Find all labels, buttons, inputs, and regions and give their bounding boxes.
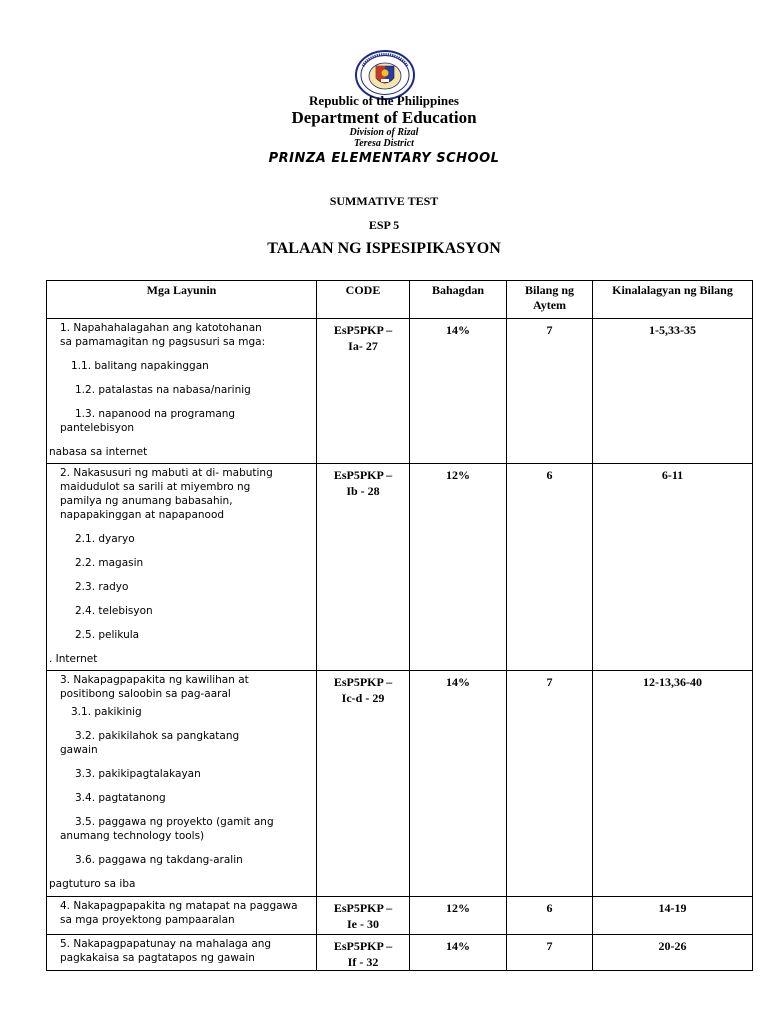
table-row (47, 935, 753, 971)
aytem-cell: 6 (507, 897, 593, 935)
bahagdan-cell: 12% (410, 464, 507, 671)
bahagdan-cell: 14% (410, 319, 507, 464)
sub-item: 3.4. pagtatanong (75, 792, 166, 804)
code-line: EsP5PKP – (333, 675, 393, 689)
objective-line: 5. Nakapagpapatunay na mahalaga ang (60, 938, 272, 950)
code-line: EsP5PKP – (333, 901, 393, 915)
sub-item: 1.2. patalastas na nabasa/narinig (75, 384, 251, 396)
objective-line: 3. Nakapagpapakita ng kawilihan at (60, 674, 249, 686)
objective-line: 4. Nakapagpapakita ng matapat na paggawa (60, 900, 298, 912)
bahagdan-cell: 14% (410, 671, 507, 897)
objective-line: maidudulot sa sarili at miyembro ng (60, 481, 251, 493)
table-row (47, 319, 753, 464)
sub-item: 2.3. radyo (75, 581, 129, 593)
subject-title: ESP 5 (368, 218, 400, 232)
sub-item: nabasa sa internet (49, 446, 148, 458)
layunin-cell (47, 935, 317, 971)
header-code: CODE (317, 281, 410, 319)
layunin-cell (47, 897, 317, 935)
summative-test-title: SUMMATIVE TEST (329, 194, 439, 208)
department-title: Department of Education (291, 108, 477, 127)
code-cell (317, 464, 410, 671)
objective-line: napapakinggan at napapanood (60, 509, 225, 521)
sub-item: gawain (60, 744, 98, 756)
table-row (47, 897, 753, 935)
code-cell (317, 671, 410, 897)
layunin-cell (47, 319, 317, 464)
code-line: Ic-d - 29 (341, 691, 385, 705)
objective-line: pagkakaisa sa pagtatapos ng gawain (60, 952, 255, 964)
sub-item: . Internet (49, 653, 98, 665)
kinalalagyan-cell: 20-26 (593, 935, 753, 971)
district-text: Teresa District (354, 138, 414, 149)
aytem-cell: 7 (507, 319, 593, 464)
header-aytem: Bilang ng Aytem (507, 281, 593, 319)
aytem-cell: 7 (507, 935, 593, 971)
kinalalagyan-cell: 14-19 (593, 897, 753, 935)
header-layunin: Mga Layunin (47, 281, 317, 319)
kinalalagyan-cell: 12-13,36-40 (593, 671, 753, 897)
sub-item: 2.1. dyaryo (75, 533, 135, 545)
aytem-cell: 7 (507, 671, 593, 897)
sub-item: 1.1. balitang napakinggan (71, 360, 209, 372)
specification-table (46, 280, 753, 971)
sub-item: anumang technology tools) (60, 830, 205, 842)
code-line: EsP5PKP – (333, 468, 393, 482)
code-line: EsP5PKP – (333, 323, 393, 337)
table-header-row (47, 281, 753, 319)
division-text: Division of Rizal (349, 127, 419, 138)
kinalalagyan-cell: 6-11 (593, 464, 753, 671)
sub-item: 2.5. pelikula (75, 629, 140, 641)
school-name: PRINZA ELEMENTARY SCHOOL (268, 151, 500, 166)
code-cell (317, 897, 410, 935)
header-kinalalagyan: Kinalalagyan ng Bilang (593, 281, 753, 319)
objective-line: pamilya ng anumang babasahin, (60, 495, 233, 507)
sub-item: pagtuturo sa iba (49, 878, 136, 890)
code-line: EsP5PKP – (333, 939, 393, 953)
sub-item: 2.2. magasin (75, 557, 144, 569)
code-line: Ie - 30 (347, 917, 379, 931)
code-cell (317, 319, 410, 464)
sub-item: 3.5. paggawa ng proyekto (gamit ang (75, 816, 274, 828)
objective-line: sa mga proyektong pampaaralan (60, 914, 235, 926)
republic-text: Republic of the Philippines (309, 93, 459, 108)
sub-item: 2.4. telebisyon (75, 605, 153, 617)
sub-item: 3.2. pakikilahok sa pangkatang (75, 730, 240, 742)
code-line: Ia- 27 (348, 339, 378, 353)
table-row (47, 464, 753, 671)
table-title: TALAAN NG ISPESIPIKASYON (267, 240, 501, 257)
objective-line: sa pamamagitan ng pagsusuri sa mga: (60, 336, 266, 348)
table-row (47, 671, 753, 897)
sub-item: 1.3. napanood na programang (75, 408, 236, 420)
bahagdan-cell: 14% (410, 935, 507, 971)
sub-item: 3.6. paggawa ng takdang-aralin (75, 854, 243, 866)
kinalalagyan-cell: 1-5,33-35 (593, 319, 753, 464)
sub-item: 3.3. pakikipagtalakayan (75, 768, 201, 780)
aytem-cell: 6 (507, 464, 593, 671)
bahagdan-cell: 12% (410, 897, 507, 935)
objective-line: 1. Napahahalagahan ang katotohanan (60, 322, 262, 334)
code-cell (317, 935, 410, 971)
layunin-cell (47, 671, 317, 897)
objective-line: positibong saloobin sa pag-aaral (60, 688, 231, 700)
code-line: Ib - 28 (346, 484, 380, 498)
header-bahagdan: Bahagdan (410, 281, 507, 319)
layunin-cell (47, 464, 317, 671)
sub-item: 3.1. pakikinig (71, 706, 142, 718)
sub-item: pantelebisyon (60, 422, 135, 434)
objective-line: 2. Nakasusuri ng mabuti at di- mabuting (60, 467, 273, 479)
code-line: If - 32 (347, 955, 379, 969)
